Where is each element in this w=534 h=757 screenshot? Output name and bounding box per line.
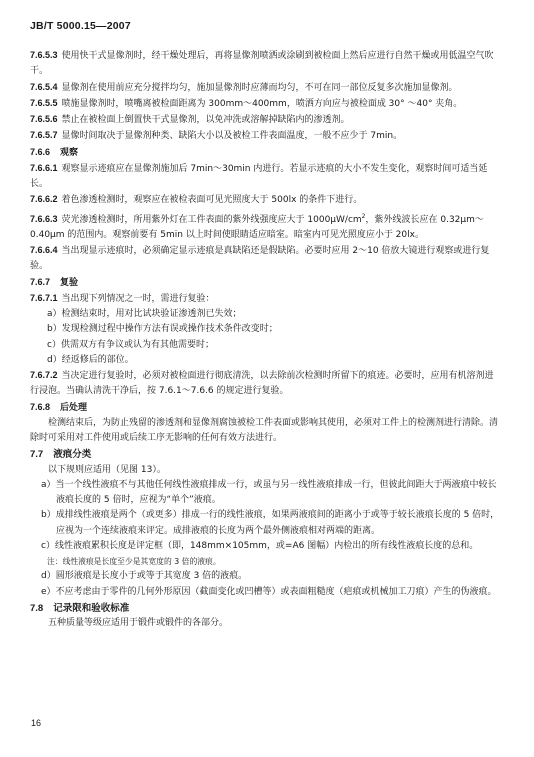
- heading-7-6-6: [30, 145, 502, 161]
- list-item: b）发现检测过程中操作方法有误或操作技术条件改变时；: [47, 324, 278, 335]
- clause-7-6-5-3: [30, 48, 502, 80]
- clause-number: 7.6.5.3: [30, 50, 58, 60]
- heading-7-8: [30, 601, 502, 616]
- page-content: [30, 48, 502, 631]
- list-item: d）经返修后的部位。: [47, 354, 134, 365]
- clause-text: 禁止在被检面上倒置快干式显像剂，以免冲洗或溶解掉缺陷内的渗透剂。: [61, 115, 350, 125]
- clause-text: 当出现显示迹痕时，必须确定显示迹痕是真缺陷还是假缺陷。必要时应用 2～10 倍放大镜进行观察或进行复验。: [30, 246, 490, 272]
- list-item: a）当一个线性液痕不与其他任何线性液痕排成一行，或虽与另一线性液痕排成一行，但彼此间距大于两液痕中较长液痕长度的 5 倍时，应视为“单个”液痕。: [41, 479, 497, 505]
- clause-number: 7.6.6.3: [30, 213, 58, 224]
- clause-7-6-5-6: [30, 112, 502, 128]
- heading-number: 7.6.7: [30, 276, 51, 287]
- clause-text-continued: ，紫外线波长应在 0.32μm～0.40μm 的范围内。观察前要有 5min 以上时间使眼睛适应暗室。暗室内可见光照度应小于 20lx。: [30, 214, 484, 240]
- paragraph-post-processing: 检测结束后，为防止残留的渗透剂和显像剂腐蚀被检工件表面或影响其使用，必须对工件上的检测剂进行清除。清除时可采用对工件使用或后续工序无影响的任何有效方法进行。: [30, 417, 499, 443]
- heading-7-7: [30, 447, 502, 462]
- heading-title: 记录限和验收标准: [53, 602, 130, 614]
- clause-number: 7.6.5.6: [30, 114, 58, 124]
- clause-number: 7.6.7.1: [30, 292, 58, 303]
- clause-7-6-7-2: [30, 368, 502, 400]
- note: 注：线性液痕是长度至少是其宽度的 3 倍的液痕。: [47, 557, 221, 566]
- heading-title: 复验: [60, 277, 79, 288]
- clause-text: 显像剂在使用前应充分搅拌均匀，施加显像剂时应薄而均匀，不可在同一部位反复多次施加显像剂。: [61, 82, 458, 93]
- clause-number: 7.6.6.4: [30, 245, 58, 255]
- heading-7-6-7: [30, 275, 502, 291]
- clause-number: 7.6.7.2: [30, 370, 58, 380]
- superscript: 2: [361, 212, 366, 220]
- clause-number: 7.6.5.5: [30, 97, 58, 108]
- clause-number: 7.6.5.4: [30, 81, 58, 92]
- heading-title: 后处理: [60, 402, 88, 413]
- heading-number: 7.7: [30, 449, 44, 461]
- clause-7-6-5-7: [30, 128, 502, 144]
- clause-text: 着色渗透检测时，观察应在被检表面可见光照度大于 500lx 的条件下进行。: [61, 195, 363, 206]
- clause-text: 荧光渗透检测时，所用紫外灯在工件表面的紫外线强度应大于 1000μW/cm: [61, 214, 362, 225]
- clause-7-6-5-4: [30, 80, 502, 96]
- clause-text: 喷施显像剂时，喷嘴离被检面距离为 300mm～400mm，喷洒方向应与被检面成 30° ～40° 夹角。: [61, 98, 463, 109]
- clause-text: 使用快干式显像剂时，经干燥处理后，再将显像剂喷洒或涂刷到被检面上然后应进行自然干燥或用低温空气吹干。: [30, 51, 494, 77]
- clause-number: 7.6.6.1: [30, 162, 58, 173]
- clause-text: 当决定进行复验时，必须对被检面进行彻底清洗，以去除前次检测时所留下的痕迹。必要时，应用有机溶剂进行浸泡。当确认清洗干净后，按 7.6.1～7.6.6 的规定进行复验。: [30, 371, 494, 397]
- heading-number: 7.6.8: [30, 401, 51, 412]
- clause-number: 7.6.6.2: [30, 194, 58, 205]
- clause-7-6-6-1: [30, 161, 502, 193]
- heading-title: 液痕分类: [53, 449, 92, 461]
- list-item: a）检测结束时，用对比试块验证渗透剂已失效；: [47, 309, 242, 319]
- page-number: 16: [31, 718, 42, 728]
- clause-7-6-5-5: [30, 96, 502, 112]
- clause-text: 显像时间取决于显像剂种类、缺陷大小以及被检工件表面温度，一般不应少于 7min。: [61, 131, 403, 142]
- list-item: b）成排线性液痕是两个（或更多）排成一行的线性液痕，如果两液痕间的距离小于或等于较长液痕长度的 5 倍时，应视为一个连续液痕来评定。成排液痕的长度为两个最外侧液痕相对两端的距离。: [41, 510, 500, 536]
- paragraph-intro: 以下规则应适用（见图 13）。: [48, 464, 166, 475]
- clause-7-6-7-1: [30, 291, 502, 307]
- heading-number: 7.8: [30, 602, 44, 614]
- clause-7-6-6-2: [30, 192, 502, 208]
- clause-text: 观察显示迹痕应在显像剂施加后 7min～30min 内进行。若显示迹痕的大小不发生变化，观察时间可适当延长。: [30, 163, 488, 189]
- heading-7-6-8: [30, 400, 502, 416]
- document-header: JB/T 5000.15—2007: [30, 20, 131, 32]
- clause-number: 7.6.5.7: [30, 130, 58, 141]
- list-item: e）不应考虑由于零件的几何外形原因（截面变化或凹槽等）或表面粗糙度（疤痕或机械加工刀痕）产生的伪液痕。: [41, 586, 497, 597]
- list-item: c）线性液痕累积长度是评定框（即，148mm×105mm，或=A6 图幅）内检出的所有线性液痕长度的总和。: [41, 540, 479, 551]
- list-item: d）圆形液痕是长度小于或等于其宽度 3 倍的液痕。: [41, 571, 248, 582]
- heading-title: 观察: [60, 147, 79, 158]
- paragraph-quality-levels: 五种质量等级应适用于锻件或锻件的各部分。: [48, 618, 229, 628]
- clause-text: 当出现下列情况之一时，需进行复验：: [61, 293, 215, 304]
- heading-number: 7.6.6: [30, 146, 51, 157]
- clause-7-6-6-4: [30, 243, 502, 275]
- list-item: c）供需双方有争议或认为有其他需要时；: [47, 339, 214, 350]
- clause-7-6-6-3: [30, 209, 502, 244]
